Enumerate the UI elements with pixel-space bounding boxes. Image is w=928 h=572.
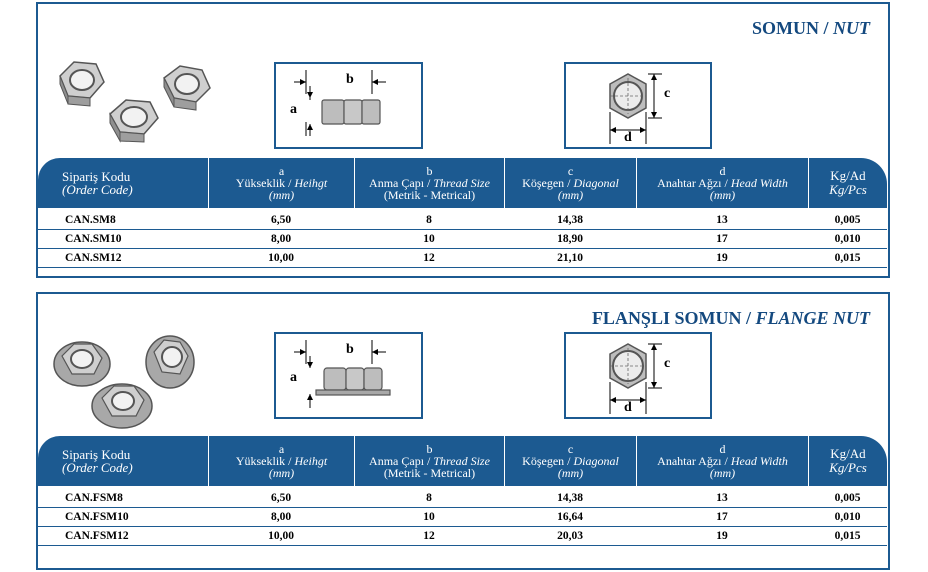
header-c-unit: (mm) bbox=[557, 466, 584, 480]
cell-height: 10,00 bbox=[268, 530, 294, 542]
header-diagonal bbox=[504, 436, 636, 486]
cell-weight: 0,010 bbox=[834, 511, 861, 523]
cell-height: 6,50 bbox=[270, 214, 292, 226]
header-a-unit: (mm) bbox=[268, 188, 295, 202]
nut-table-body bbox=[38, 211, 887, 268]
header-w-tr: Kg/Ad bbox=[830, 168, 866, 183]
header-code-en: (Order Code) bbox=[62, 460, 133, 475]
header-order-code bbox=[38, 436, 208, 486]
header-d-en: Head Width bbox=[730, 454, 788, 468]
header-code-tr: Sipariş Kodu bbox=[62, 447, 131, 462]
title-en: NUT bbox=[833, 18, 870, 38]
header-c-tr: Köşegen / bbox=[522, 176, 574, 190]
flange-table-body bbox=[38, 489, 887, 546]
header-d-unit: (mm) bbox=[709, 466, 736, 480]
cell-diagonal: 16,64 bbox=[557, 511, 583, 523]
cell-head-width: 19 bbox=[716, 252, 728, 264]
header-b-sub: (Metrik - Metrical) bbox=[383, 188, 476, 202]
cell-code: CAN.SM8 bbox=[65, 214, 116, 226]
header-diagonal bbox=[504, 158, 636, 208]
cell-diagonal: 21,10 bbox=[557, 252, 583, 264]
table-row bbox=[38, 527, 887, 546]
header-w-pcs: Pcs bbox=[848, 182, 867, 197]
label-c: c bbox=[664, 356, 671, 371]
header-d-unit: (mm) bbox=[709, 188, 736, 202]
title-tr: SOMUN bbox=[751, 18, 819, 38]
cell-thread: 8 bbox=[426, 492, 432, 504]
hex-nut-image bbox=[164, 66, 210, 110]
header-b-tr: Anma Çapı / bbox=[369, 176, 434, 190]
label-b: b bbox=[346, 72, 354, 87]
cell-diagonal: 18,90 bbox=[557, 233, 583, 245]
header-w-kg: Kg bbox=[829, 460, 845, 475]
title-separator: / bbox=[818, 18, 833, 38]
table-row bbox=[38, 230, 887, 249]
nut-panel-title bbox=[752, 18, 870, 39]
title-separator: / bbox=[741, 308, 756, 328]
flange-side-view-drawing bbox=[274, 332, 423, 419]
label-a: a bbox=[290, 370, 297, 385]
cell-height: 10,00 bbox=[268, 252, 294, 264]
table-row bbox=[38, 249, 887, 268]
flange-panel-title bbox=[592, 308, 870, 329]
header-w-pcs: Pcs bbox=[848, 460, 867, 475]
cell-thread: 12 bbox=[423, 530, 435, 542]
cell-thread: 12 bbox=[423, 252, 435, 264]
flange-nut-image bbox=[92, 384, 152, 428]
cell-thread: 10 bbox=[423, 233, 435, 245]
flange-top-view-drawing bbox=[564, 332, 712, 419]
cell-code: CAN.SM10 bbox=[65, 233, 122, 245]
label-b: b bbox=[346, 342, 354, 357]
flange-nut-image bbox=[146, 336, 194, 388]
header-b-en: Thread Size bbox=[433, 454, 490, 468]
flange-nuts-photo bbox=[46, 324, 251, 434]
cell-weight: 0,005 bbox=[834, 214, 861, 226]
header-d-letter: d bbox=[719, 442, 726, 456]
cell-weight: 0,010 bbox=[834, 233, 861, 245]
label-d: d bbox=[624, 130, 632, 145]
cell-diagonal: 14,38 bbox=[557, 214, 583, 226]
header-b-tr: Anma Çapı / bbox=[369, 454, 434, 468]
header-a-unit: (mm) bbox=[268, 466, 295, 480]
header-c-tr: Köşegen / bbox=[522, 454, 574, 468]
header-w-sep: / bbox=[844, 460, 848, 475]
cell-diagonal: 14,38 bbox=[557, 492, 583, 504]
label-c: c bbox=[664, 86, 671, 101]
table-row bbox=[38, 489, 887, 508]
cell-diagonal: 20,03 bbox=[557, 530, 583, 542]
header-c-en: Diagonal bbox=[573, 454, 619, 468]
nut-top-view-drawing bbox=[564, 62, 712, 149]
header-w-sep: / bbox=[844, 182, 848, 197]
header-d-tr: Anahtar Ağzı / bbox=[657, 176, 731, 190]
header-a-letter: a bbox=[278, 164, 285, 178]
header-a-en: Heihgt bbox=[294, 176, 328, 190]
label-a: a bbox=[290, 102, 297, 117]
cell-height: 6,50 bbox=[270, 492, 292, 504]
header-c-en: Diagonal bbox=[573, 176, 619, 190]
table-row bbox=[38, 508, 887, 527]
label-d: d bbox=[624, 400, 632, 415]
cell-height: 8,00 bbox=[270, 511, 292, 523]
table-row bbox=[38, 211, 887, 230]
nut-table-header bbox=[38, 158, 887, 208]
header-height bbox=[208, 158, 354, 208]
header-a-tr: Yükseklik / bbox=[235, 454, 295, 468]
header-a-tr: Yükseklik / bbox=[235, 176, 295, 190]
cell-weight: 0,015 bbox=[834, 530, 861, 542]
header-w-tr: Kg/Ad bbox=[830, 446, 866, 461]
flange-nut-image bbox=[54, 342, 110, 386]
title-tr: FLANŞLI SOMUN bbox=[591, 308, 742, 328]
nut-side-view-drawing bbox=[274, 62, 423, 149]
header-thread-size bbox=[354, 436, 504, 486]
cell-height: 8,00 bbox=[270, 233, 292, 245]
hex-nut-image bbox=[110, 100, 158, 142]
hex-nut-image bbox=[60, 62, 104, 106]
nut-panel bbox=[36, 2, 890, 278]
header-b-en: Thread Size bbox=[433, 176, 490, 190]
cell-head-width: 17 bbox=[716, 233, 728, 245]
header-weight bbox=[808, 436, 887, 486]
cell-head-width: 17 bbox=[716, 511, 728, 523]
cell-head-width: 19 bbox=[716, 530, 728, 542]
header-a-en: Heihgt bbox=[294, 454, 328, 468]
cell-head-width: 13 bbox=[716, 492, 728, 504]
header-thread-size bbox=[354, 158, 504, 208]
header-d-en: Head Width bbox=[730, 176, 788, 190]
header-w-kg: Kg bbox=[829, 182, 845, 197]
header-b-sub: (Metrik - Metrical) bbox=[383, 466, 476, 480]
header-d-letter: d bbox=[719, 164, 726, 178]
header-code-tr: Sipariş Kodu bbox=[62, 169, 131, 184]
header-height bbox=[208, 436, 354, 486]
cell-weight: 0,005 bbox=[834, 492, 861, 504]
flange-nut-panel bbox=[36, 292, 890, 570]
header-d-tr: Anahtar Ağzı / bbox=[657, 454, 731, 468]
header-weight bbox=[808, 158, 887, 208]
flange-table-header bbox=[38, 436, 887, 486]
header-b-letter: b bbox=[426, 442, 433, 456]
header-code-en: (Order Code) bbox=[62, 182, 133, 197]
header-order-code bbox=[38, 158, 208, 208]
cell-head-width: 13 bbox=[716, 214, 728, 226]
cell-code: CAN.FSM12 bbox=[65, 530, 129, 542]
cell-code: CAN.FSM8 bbox=[65, 492, 123, 504]
cell-thread: 8 bbox=[426, 214, 432, 226]
header-head-width bbox=[636, 436, 808, 486]
hex-nuts-photo bbox=[46, 52, 251, 152]
header-c-unit: (mm) bbox=[557, 188, 584, 202]
header-b-letter: b bbox=[426, 164, 433, 178]
cell-code: CAN.FSM10 bbox=[65, 511, 129, 523]
cell-weight: 0,015 bbox=[834, 252, 861, 264]
cell-thread: 10 bbox=[423, 511, 435, 523]
title-en: FLANGE NUT bbox=[755, 308, 870, 328]
header-c-letter: c bbox=[567, 442, 574, 456]
header-c-letter: c bbox=[567, 164, 574, 178]
cell-code: CAN.SM12 bbox=[65, 252, 122, 264]
header-head-width bbox=[636, 158, 808, 208]
header-a-letter: a bbox=[278, 442, 285, 456]
